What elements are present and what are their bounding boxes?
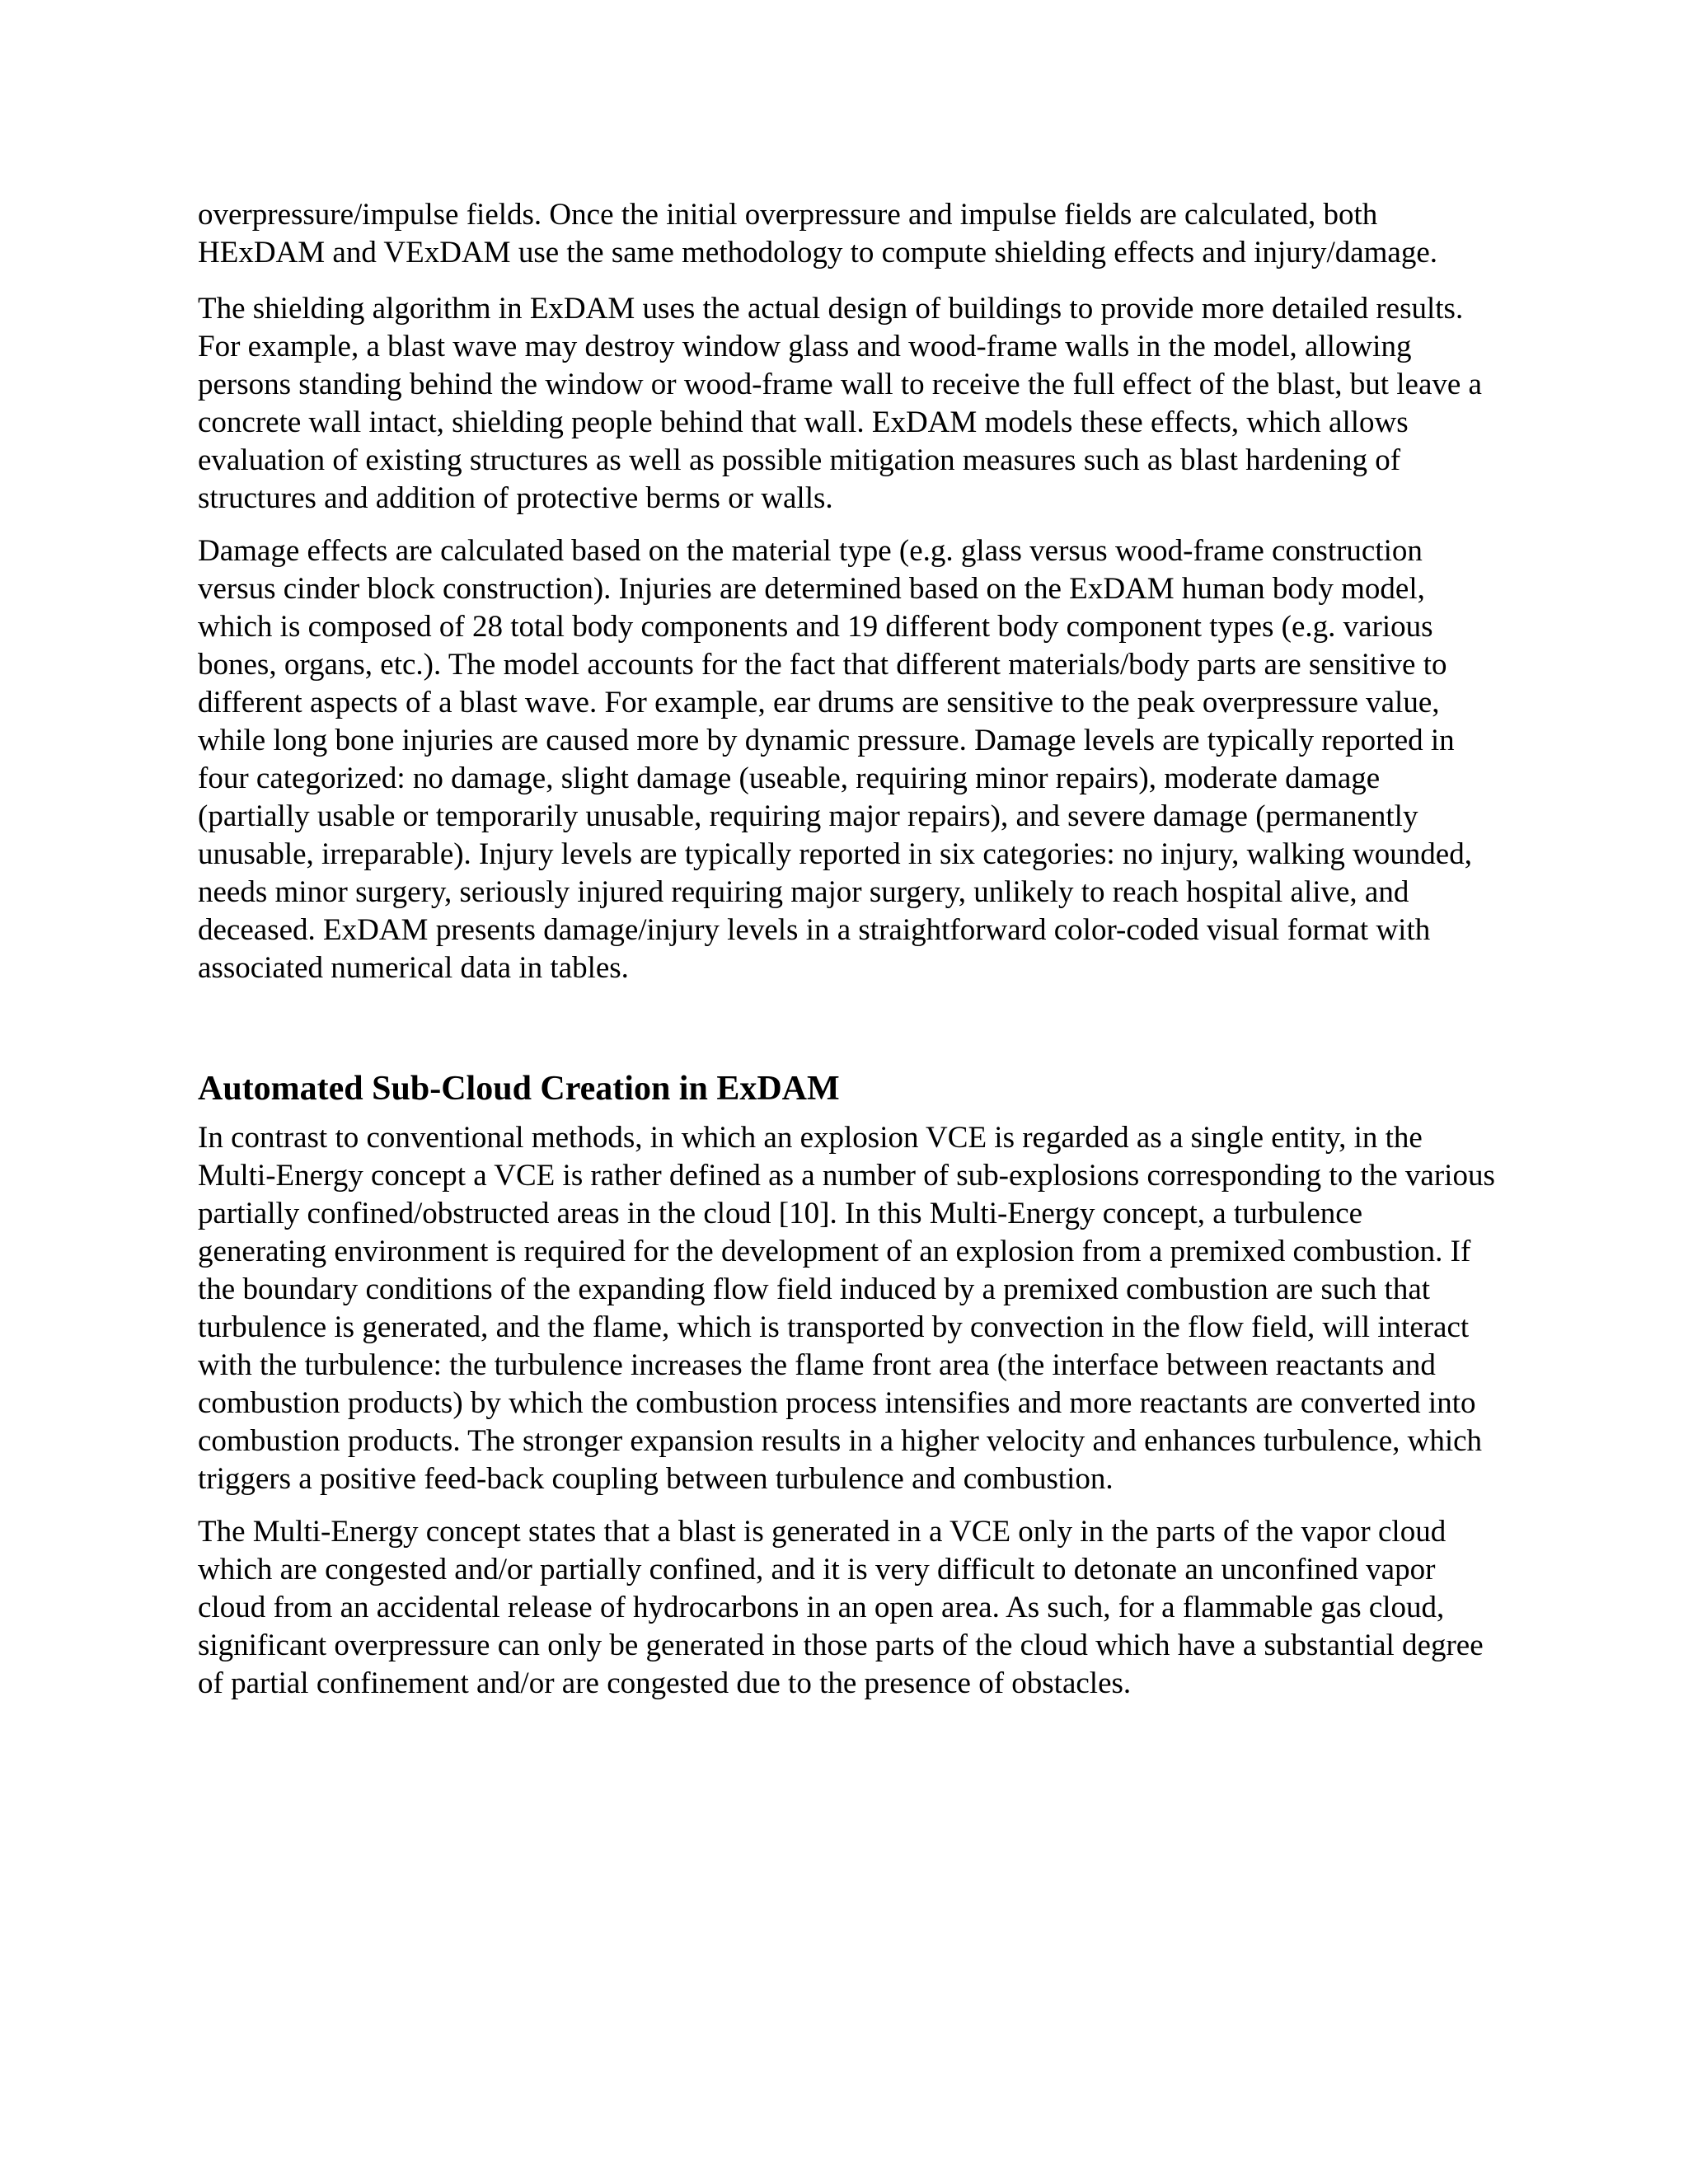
paragraph-damage-effects: Damage effects are calculated based on the material type (e.g. glass versus wood-frame construction versus cinder block construction). Injuries are determined based on the ExDAM human body model, which is composed of 28 total body components and 19 different body component types (e.g. various bones, organs, etc.). The model accounts for the fact that different materials/body parts are sensitive to different aspects of a blast wave. For example, ear drums are sensitive to the peak overpressure value, while long bone injuries are caused more by dynamic pressure. Damage levels are typically reported in four categorized: no damage, slight damage (useable, requiring minor repairs), moderate damage (partially usable or temporarily unusable, requiring major repairs), and severe damage (permanently unusable, irreparable). Injury levels are typically reported in six categories: no injury, walking wounded, needs minor surgery, seriously injured requiring major surgery, unlikely to reach hospital alive, and deceased. ExDAM presents damage/injury levels in a straightforward color-coded visual format with associated numerical data in tables. [198,534,1472,985]
paragraph-multi-energy-contrast: In contrast to conventional methods, in which an explosion VCE is regarded as a single entity, in the Multi-Energy concept a VCE is rather defined as a number of sub-explosions corresponding to the various partially confined/obstructed areas in the cloud [10]. In this Multi-Energy concept, a turbulence generating environment is required for the development of an explosion from a premixed combustion. If the boundary conditions of the expanding flow field induced by a premixed combustion are such that turbulence is generated, and the flame, which is transported by convection in the flow field, will interact with the turbulence: the turbulence increases the flame front area (the interface between reactants and combustion products) by which the combustion process intensifies and more reactants are converted into combustion products. The stronger expansion results in a higher velocity and enhances turbulence, which triggers a positive feed-back coupling between turbulence and combustion. [198,1121,1495,1496]
paragraph-impulse-fields: overpressure/impulse fields. Once the initial overpressure and impulse fields are calculated, both HExDAM and VExDAM use the same methodology to compute shielding effects and injury/damage. [198,198,1438,269]
page-content [198,196,1496,1718]
paragraph-multi-energy-concept: The Multi-Energy concept states that a blast is generated in a VCE only in the parts of the vapor cloud which are congested and/or partially confined, and it is very difficult to detonate an unconfined vapor cloud from an accidental release of hydrocarbons in an open area. As such, for a flammable gas cloud, significant overpressure can only be generated in those parts of the cloud which have a substantial degree of partial confinement and/or are congested due to the presence of obstacles. [198,1515,1484,1700]
paragraph-shielding-algorithm: The shielding algorithm in ExDAM uses the actual design of buildings to provide more detailed results. For example, a blast wave may destroy window glass and wood-frame walls in the model, allowing persons standing behind the window or wood-frame wall to receive the full effect of the blast, but leave a concrete wall intact, shielding people behind that wall. ExDAM models these effects, which allows evaluation of existing structures as well as possible mitigation measures such as blast hardening of structures and addition of protective berms or walls. [198,292,1482,515]
section-heading: Automated Sub-Cloud Creation in ExDAM [198,1070,840,1108]
